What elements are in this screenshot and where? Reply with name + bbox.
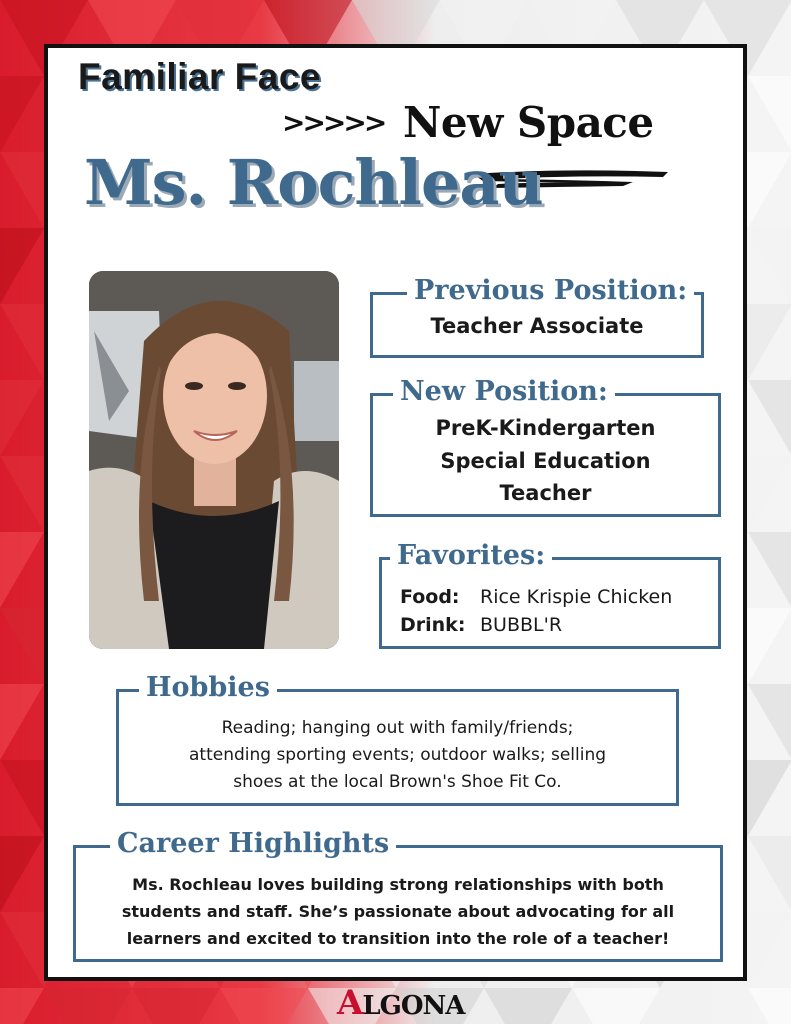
- new-position-line-2: Special Education: [440, 449, 651, 473]
- hobbies-label: Hobbies: [139, 674, 277, 701]
- favorites-box: [379, 540, 721, 649]
- hobbies-box: [116, 672, 679, 806]
- logo-initial: A: [337, 983, 363, 1023]
- header-title-familiar-face: Familiar Face: [78, 56, 322, 97]
- career-highlights-label: Career Highlights: [110, 830, 396, 857]
- new-position-line-1: PreK-Kindergarten: [435, 416, 656, 440]
- new-position-label: New Position:: [393, 378, 615, 405]
- favorite-drink-row: [400, 614, 562, 636]
- hobbies-line-3: shoes at the local Brown's Shoe Fit Co.: [233, 772, 562, 792]
- previous-position-label: Previous Position:: [407, 277, 694, 304]
- hobbies-line-1: Reading; hanging out with family/friends;: [221, 718, 574, 738]
- teacher-photo: [89, 271, 339, 649]
- favorite-food-row: [400, 586, 672, 608]
- career-highlights-box: [73, 828, 723, 962]
- career-line-2: students and staff. She’s passionate about advocating for all: [121, 902, 675, 921]
- logo-text: LGONA: [362, 991, 465, 1021]
- career-line-1: Ms. Rochleau loves building strong relationships with both: [132, 875, 664, 894]
- new-position-box: [370, 376, 721, 517]
- header-title-new-space: New Space: [403, 98, 654, 147]
- previous-position-value: Teacher Associate: [430, 314, 644, 338]
- career-line-3: learners and excited to transition into the role of a teacher!: [126, 929, 670, 948]
- previous-position-box: [370, 275, 704, 358]
- drink-label: Drink:: [400, 614, 466, 636]
- hobbies-line-2: attending sporting events; outdoor walks; selling: [188, 745, 607, 765]
- drink-value: BUBBL'R: [480, 614, 563, 636]
- food-label: Food:: [400, 586, 460, 608]
- algona-logo: [337, 983, 464, 1023]
- food-value: Rice Krispie Chicken: [480, 586, 673, 608]
- profile-card: [44, 44, 747, 981]
- arrows-decoration: >>>>>: [282, 106, 385, 139]
- favorites-label: Favorites:: [390, 542, 552, 569]
- new-position-line-3: Teacher: [499, 481, 592, 505]
- teacher-name: Ms. Rochleau: [84, 146, 543, 219]
